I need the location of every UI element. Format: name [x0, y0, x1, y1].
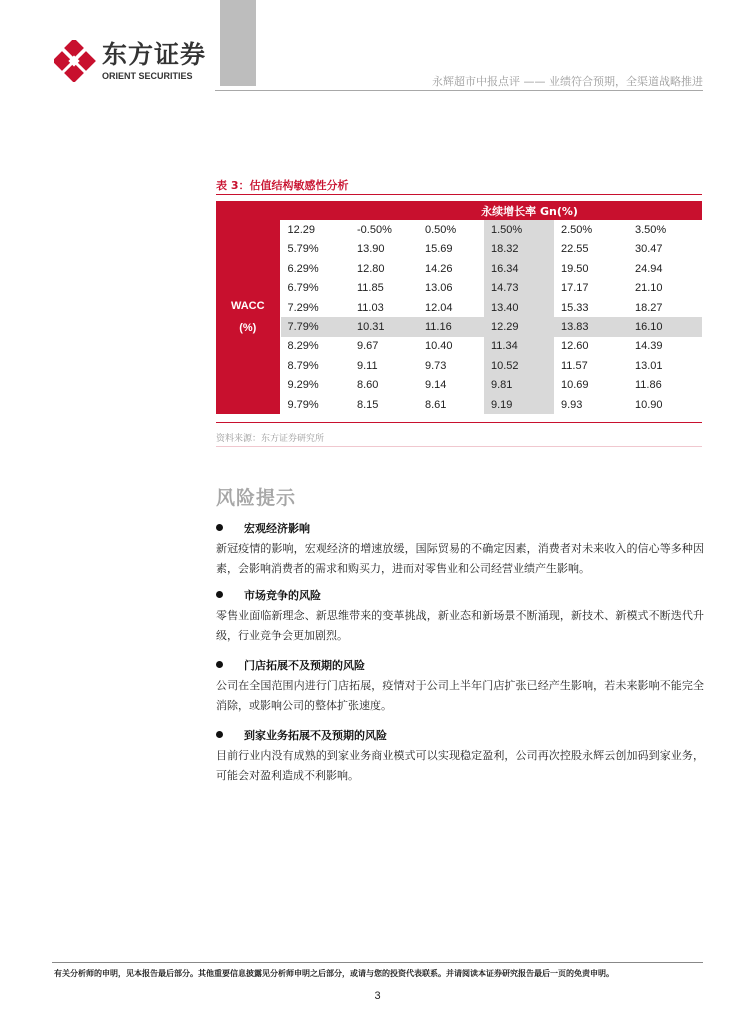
- growth-rate-label: 2.50%: [561, 224, 593, 237]
- table-cell: 11.34: [484, 337, 554, 356]
- report-header-title: 永辉超市中报点评 —— 业绩符合预期，全渠道战略推进: [432, 75, 703, 88]
- table-bottom-divider: [216, 422, 702, 423]
- table-row: [216, 240, 702, 259]
- growth-rate-label: 1.50%: [484, 220, 554, 239]
- table-row: [216, 356, 702, 375]
- risk-item-heading: 市场竞争的风险: [216, 587, 321, 603]
- table-cell: 13.06: [425, 282, 453, 295]
- table-cell: 18.27: [635, 301, 663, 314]
- table-cell: 13.01: [635, 359, 663, 372]
- growth-rate-label: -0.50%: [357, 224, 392, 237]
- bullet-dot-icon: [216, 661, 223, 668]
- table-cell: 11.86: [635, 379, 662, 392]
- table-cell: 24.94: [635, 262, 663, 275]
- company-logo: [54, 40, 214, 86]
- wacc-label: WACC: [230, 300, 265, 313]
- wacc-value: 8.79%: [280, 356, 350, 375]
- table-cell: 10.52: [484, 356, 554, 375]
- table-cell: 9.93: [561, 398, 583, 411]
- table-corner-cell: [280, 201, 350, 220]
- table-row: [216, 279, 702, 298]
- table-cell: 12.04: [425, 301, 453, 314]
- risk-item-text: 目前行业内没有成熟的到家业务商业模式可以实现稳定盈利，公司再次控股永辉云创加码到家业务，可能会对盈利造成不利影响。: [216, 749, 704, 782]
- table-row: [216, 395, 702, 414]
- table-cell: 13.90: [357, 243, 385, 256]
- logo-mark-icon: [54, 40, 96, 82]
- table-cell: 8.60: [357, 379, 379, 392]
- wacc-row-label: [216, 220, 280, 414]
- sensitivity-table: [216, 201, 702, 414]
- table-cell: 15.33: [561, 301, 589, 314]
- table-cell: 9.14: [425, 379, 447, 392]
- logo-name-en: ORIENT SECURITIES: [102, 71, 193, 81]
- table-cell: 11.57: [561, 359, 588, 372]
- table-cell: 13.83: [554, 317, 628, 336]
- growth-rate-header: 永续增长率 Gn(%): [350, 201, 702, 220]
- table-cell: 15.69: [425, 243, 453, 256]
- wacc-unit: (%): [239, 322, 257, 335]
- bullet-dot-icon: [216, 524, 223, 531]
- risk-item-heading: 到家业务拓展不及预期的风险: [216, 727, 387, 743]
- wacc-value: 6.79%: [280, 279, 350, 298]
- table-cell: 11.16: [418, 317, 484, 336]
- table-cell: 10.40: [425, 340, 453, 353]
- bullet-dot-icon: [216, 731, 223, 738]
- table-cell: 10.69: [561, 379, 589, 392]
- table-cell: 17.17: [561, 282, 589, 295]
- table-cell: 14.26: [425, 262, 453, 275]
- risk-item-text: 公司在全国范围内进行门店拓展，疫情对于公司上半年门店扩张已经产生影响，若未来影响不能完全消除，或影响公司的整体扩张速度。: [216, 679, 704, 712]
- header-divider: [215, 90, 703, 91]
- footer-divider: [52, 962, 703, 963]
- table-cell: 10.90: [635, 398, 663, 411]
- table-row: [216, 317, 702, 336]
- table-cell: 10.31: [350, 317, 418, 336]
- wacc-value: 9.79%: [280, 395, 350, 414]
- growth-rate-label: 3.50%: [635, 224, 667, 237]
- wacc-value: 9.29%: [280, 376, 350, 395]
- table-cell: 16.34: [484, 259, 554, 278]
- table-cell: 12.80: [357, 262, 385, 275]
- table-cell: 18.32: [484, 240, 554, 259]
- table-row: [216, 337, 702, 356]
- page-number: 3: [374, 990, 381, 1002]
- table-cell: 21.10: [635, 282, 663, 295]
- table-cell: 12.60: [561, 340, 589, 353]
- wacc-value: 7.79%: [280, 317, 350, 336]
- wacc-value: 7.29%: [280, 298, 350, 317]
- table-cell: 8.61: [425, 398, 447, 411]
- table-source: 资料来源：东方证券研究所: [216, 434, 325, 444]
- table-title: 表 3：估值结构敏感性分析: [216, 179, 349, 192]
- footer-disclaimer: 有关分析师的申明，见本报告最后部分。其他重要信息披露见分析师申明之后部分，或请与您的投资代表联系。并请阅读本证券研究报告最后一页的免责申明。: [54, 969, 614, 978]
- table-cell: 16.10: [628, 317, 702, 336]
- table-cell: 9.11: [357, 359, 378, 372]
- table-cell: 9.19: [484, 395, 554, 414]
- logo-name-cn: 东方证券: [102, 40, 207, 69]
- risk-section-title: 风险提示: [216, 487, 297, 509]
- table-cell: 8.15: [357, 398, 379, 411]
- table-cell: 14.73: [484, 279, 554, 298]
- wacc-value: 6.29%: [280, 259, 350, 278]
- table-row: [216, 259, 702, 278]
- wacc-value: 8.29%: [280, 337, 350, 356]
- table-cell: 11.85: [357, 282, 384, 295]
- risk-item-heading: 宏观经济影响: [216, 520, 310, 536]
- table-cell: 9.73: [425, 359, 447, 372]
- table-cell: 12.29: [484, 317, 554, 336]
- risk-item-text: 新冠疫情的影响，宏观经济的增速放缓，国际贸易的不确定因素，消费者对未来收入的信心等多种因素，会影响消费者的需求和购买力，进而对零售业和公司经营业绩产生影响。: [216, 542, 704, 575]
- table-cell: 30.47: [635, 243, 663, 256]
- bullet-dot-icon: [216, 591, 223, 598]
- table-row: [216, 376, 702, 395]
- table-cell: 9.67: [357, 340, 379, 353]
- risk-item-text: 零售业面临新理念、新思维带来的变革挑战，新业态和新场景不断涌现，新技术、新模式不断迭代升级，行业竞争会更加剧烈。: [216, 609, 704, 642]
- table-cell: 22.55: [561, 243, 589, 256]
- table-cell: 11.03: [357, 301, 384, 314]
- header-accent-bar: [220, 0, 256, 86]
- table-title-divider: [216, 194, 702, 195]
- table-cell: 13.40: [484, 298, 554, 317]
- table-cell: 19.50: [561, 262, 589, 275]
- table-row: [216, 298, 702, 317]
- corner-value: 12.29: [280, 220, 350, 239]
- wacc-value: 5.79%: [280, 240, 350, 259]
- table-corner-cell: [216, 201, 280, 220]
- table-header-row: [216, 201, 702, 220]
- table-cell: 9.81: [484, 376, 554, 395]
- table-cell: 14.39: [635, 340, 663, 353]
- source-divider: [216, 446, 702, 447]
- risk-item-heading: 门店拓展不及预期的风险: [216, 657, 365, 673]
- table-column-row: [216, 220, 702, 239]
- growth-rate-label: 0.50%: [425, 224, 457, 237]
